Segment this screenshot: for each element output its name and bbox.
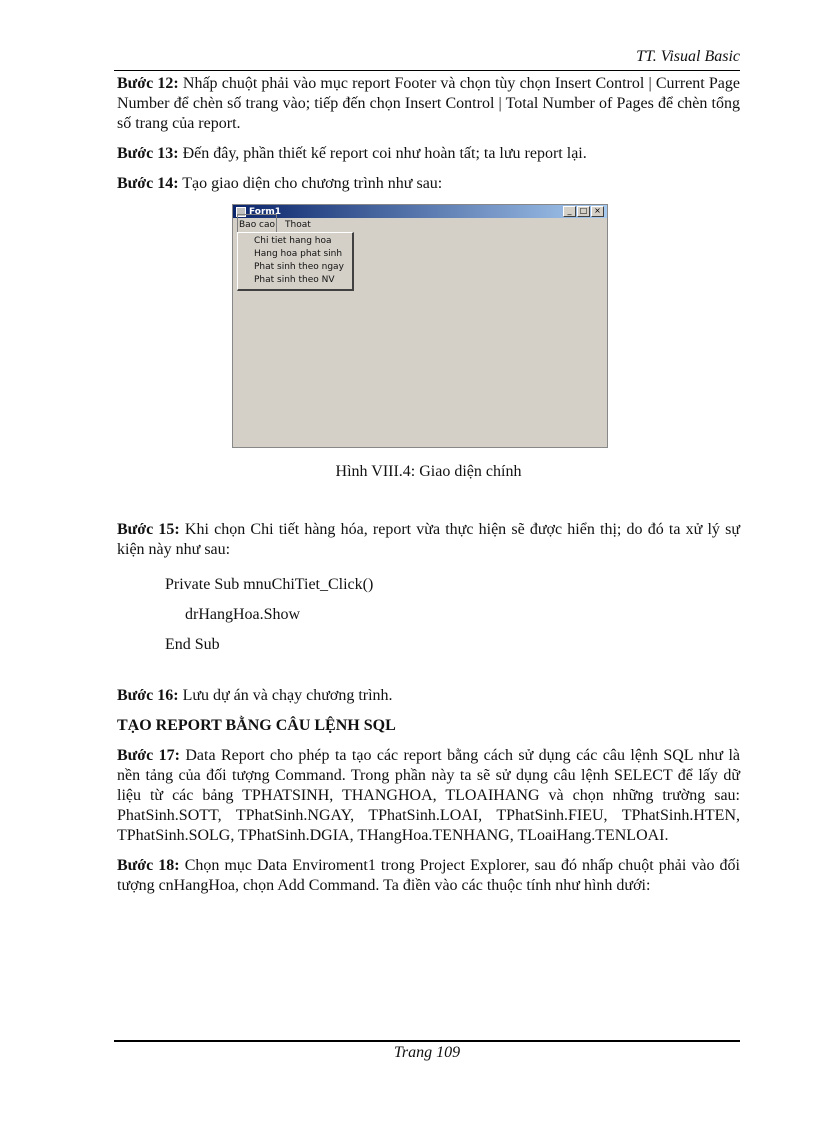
step-16 — [117, 686, 740, 706]
step-15 — [117, 520, 740, 560]
page-header — [114, 48, 740, 71]
step-14 — [117, 174, 740, 194]
code-line: Private Sub mnuChiTiet_Click() — [165, 576, 374, 593]
menu-item-phat-sinh-ngay[interactable]: Phat sinh theo ngay — [254, 262, 344, 272]
step-text: Chọn mục Data Enviroment1 trong Project Explorer, sau đó nhấp chuột phải vào đối tượng cnHangHoa, chọn Add Command. Ta điền vào các thuộc tính như hình dưới: — [117, 857, 741, 894]
menu-thoat[interactable]: Thoat — [285, 219, 311, 230]
step-13 — [117, 144, 740, 164]
menu-item-chi-tiet[interactable]: Chi tiet hang hoa — [254, 236, 332, 246]
figure-caption: Hình VIII.4: Giao diện chính — [335, 463, 522, 480]
step-text: Khi chọn Chi tiết hàng hóa, report vừa thực hiện sẽ được hiển thị; do đó ta xử lý sự kiện này như sau: — [117, 521, 741, 558]
step-label: Bước 16: — [117, 687, 179, 704]
maximize-icon[interactable]: □ — [577, 206, 590, 217]
step-label: Bước 17: — [117, 747, 180, 764]
menu-item-phat-sinh-nv[interactable]: Phat sinh theo NV — [254, 275, 335, 285]
step-12 — [117, 74, 740, 134]
code-line: End Sub — [165, 636, 220, 653]
window-title: Form1 — [249, 206, 282, 217]
menubar — [233, 218, 607, 231]
close-icon[interactable]: × — [591, 206, 604, 217]
step-text: Lưu dự án và chạy chương trình. — [178, 687, 393, 704]
section-heading: TẠO REPORT BẰNG CÂU LỆNH SQL — [117, 717, 396, 734]
step-text: Đến đây, phần thiết kế report coi như hoàn tất; ta lưu report lại. — [178, 145, 587, 162]
bao-cao-dropdown — [237, 232, 354, 291]
step-text: Nhấp chuột phải vào mục report Footer và chọn tùy chọn Insert Control | Current Page Number để chèn số trang vào; tiếp đến chọn Insert Control | Total Number of Pages để chèn tổng số trang của report. — [117, 75, 741, 132]
code-line: drHangHoa.Show — [185, 606, 301, 623]
menu-bao-cao[interactable]: Bao cao — [237, 214, 277, 236]
menu-item-hang-hoa-phat-sinh[interactable]: Hang hoa phat sinh — [254, 249, 343, 259]
header-title: TT. Visual Basic — [636, 48, 740, 65]
step-label: Bước 12: — [117, 75, 179, 92]
step-label: Bước 14: — [117, 175, 179, 192]
step-text: Data Report cho phép ta tạo các report bằng cách sử dụng các câu lệnh SQL như là nền tảng của đối tượng Command. Trong phần này ta sẽ sử dụng câu lệnh SELECT để lấy dữ liệu từ các bảng TPHATSINH, THANGHOA, TLOAIHANG và chọn những trường sau: PhatSinh.SOTT, TPhatSinh.NGAY, TPhatSinh.LOAI, TPhatSinh.FIEU, TPhatSinh.HTEN, TPhatSinh.SOLG, TPhatSinh.DGIA, THangHoa.TENHANG, TLoaiHang.TENLOAI. — [117, 747, 741, 844]
footer-divider — [114, 1040, 740, 1042]
code-block — [165, 570, 740, 660]
step-18 — [117, 856, 740, 896]
step-17 — [117, 746, 740, 846]
page-footer: Trang 109 — [393, 1044, 461, 1061]
step-label: Bước 13: — [117, 145, 179, 162]
step-text: Tạo giao diện cho chương trình như sau: — [178, 175, 443, 192]
step-label: Bước 15: — [117, 521, 180, 538]
step-label: Bước 18: — [117, 857, 180, 874]
document-body — [117, 74, 740, 906]
form1-screenshot — [232, 204, 608, 448]
minimize-icon[interactable]: _ — [563, 206, 576, 217]
